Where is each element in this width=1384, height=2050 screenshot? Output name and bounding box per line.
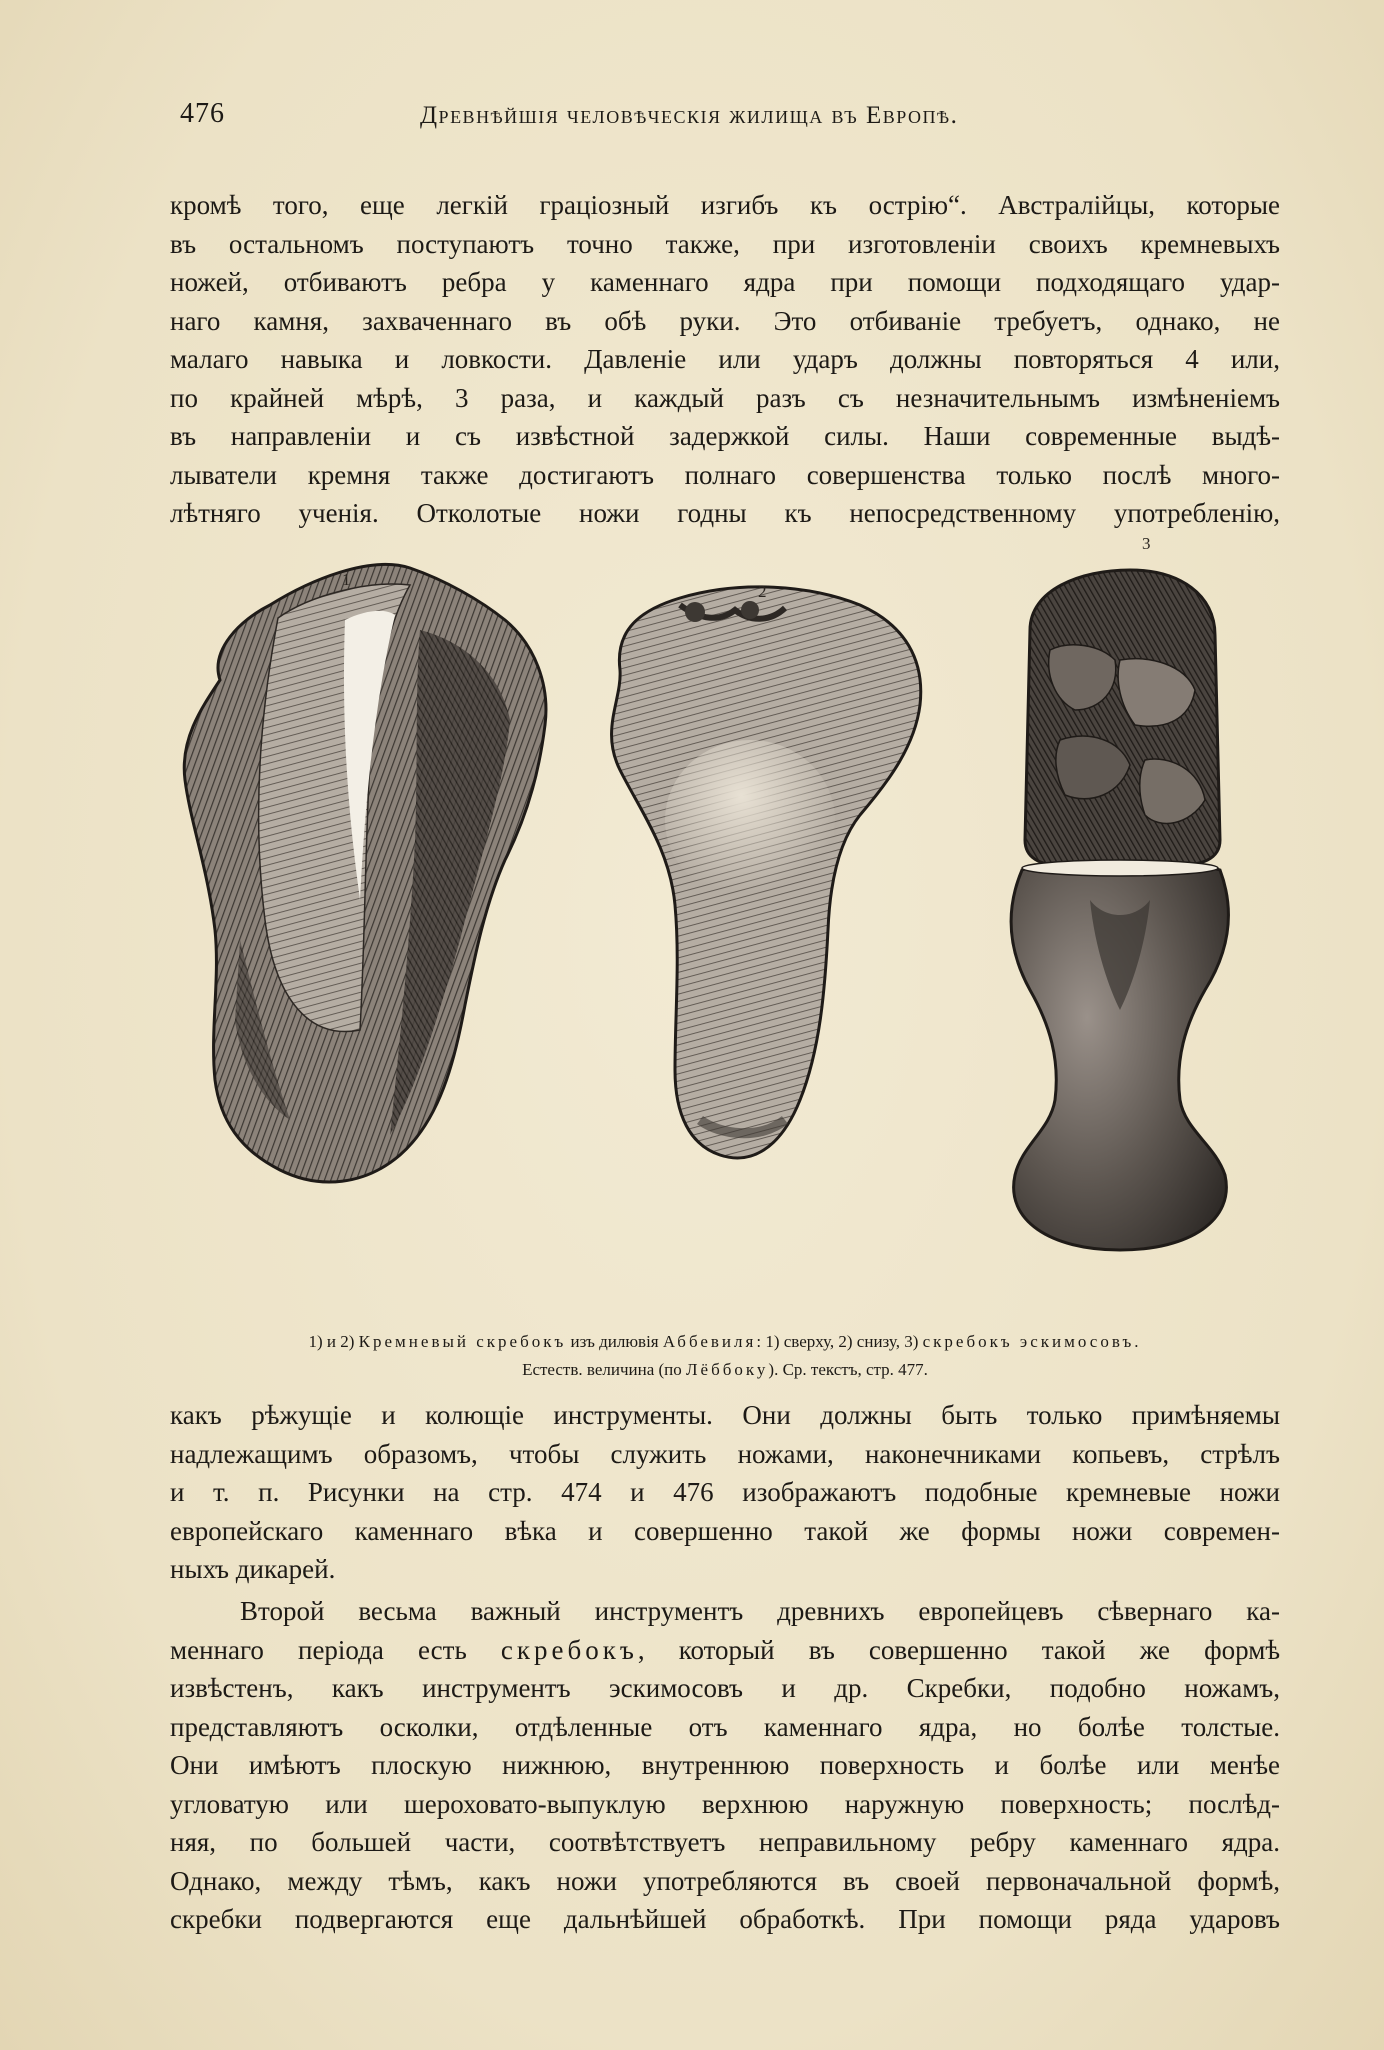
caption-reference: ). Ср. текстъ, стр. 477. [768, 1360, 928, 1379]
text-line: наго камня, захваченнаго въ обѣ руки. Это отбиваніе требуетъ, однако, не [170, 305, 1280, 336]
text-line: кромѣ того, еще легкій граціозный изгибъ къ острію“. Австралійцы, которые [170, 190, 1280, 220]
text-line: въ направленіи и съ извѣстной задержкой силы. Наши современные выдѣ- [170, 421, 1280, 451]
text-line: извѣстенъ, какъ инструментъ эскимосовъ и др. Скребки, подобно ножамъ, [170, 1673, 1280, 1703]
text-line: лыватели кремня также достигаютъ полнаго совершенства только послѣ много- [170, 459, 1280, 490]
figure-illustration [160, 560, 1290, 1320]
text-line: представляютъ осколки, отдѣленные отъ каменнаго ядра, но болѣе толстые. [170, 1711, 1280, 1742]
text-line: надлежащимъ образомъ, чтобы служить ножами, наконечниками копьевъ, стрѣлъ [170, 1438, 1280, 1469]
text-line [170, 1631, 1280, 1670]
running-title: Древнѣйшія человѣческія жилища въ Европѣ. [420, 102, 959, 129]
caption-scraper-term: Кремневый скребокъ [358, 1332, 567, 1351]
text-line: Однако, между тѣмъ, какъ ножи употребляются въ своей первоначальной формѣ, [170, 1865, 1280, 1896]
text-line: ныхъ дикарей. [170, 1554, 336, 1584]
caption-prefix: 1) и 2) [308, 1332, 355, 1351]
page-header [180, 98, 1280, 138]
caption-author: Лёббоку [686, 1360, 769, 1379]
flint-scraper-bottom-view [612, 587, 921, 1158]
caption-mid: изъ дилювія [570, 1332, 659, 1351]
figure-caption [160, 1328, 1290, 1384]
flint-scraper-top-view [184, 564, 546, 1182]
figure-label-3: 3 [1142, 534, 1151, 553]
page-number: 476 [180, 98, 225, 129]
caption-line-1 [160, 1328, 1290, 1356]
text-line: по крайней мѣрѣ, 3 раза, и каждый разъ съ незначительнымъ измѣненіемъ [170, 382, 1280, 413]
figure-label-2: 2 [758, 582, 767, 601]
caption-eskimo-term: скребокъ эскимосовъ. [922, 1332, 1142, 1351]
text-line: скребки подвергаются еще дальнѣйшей обработкѣ. При помощи ряда ударовъ [170, 1904, 1280, 1934]
text-line: Они имѣютъ плоскую нижнюю, внутреннюю поверхность и болѣе или менѣе [170, 1750, 1280, 1780]
caption-line-2 [160, 1356, 1290, 1384]
text-line: ножей, отбиваютъ ребра у каменнаго ядра при помощи подходящаго удар- [170, 267, 1280, 297]
figure-label-1: 1 [342, 570, 351, 589]
caption-place: Аббевиля [662, 1332, 757, 1351]
text-fragment: , который въ совершенно такой же формѣ [637, 1634, 1280, 1665]
paragraph-bottom [170, 1592, 1280, 1939]
caption-size-note: Естеств. величина (по [522, 1360, 682, 1379]
caption-rest: : 1) сверху, 2) снизу, 3) [756, 1332, 919, 1351]
text-line: угловатую или шероховато-выпуклую верхнюю наружную поверхность; послѣд- [170, 1788, 1280, 1819]
paragraph-middle [170, 1396, 1280, 1589]
text-line: какъ рѣжущіе и колющіе инструменты. Они должны быть только примѣняемы [170, 1400, 1280, 1430]
text-line: въ остальномъ поступаютъ точно также, при изготовленіи своихъ кремневыхъ [170, 228, 1280, 259]
text-fragment: меннаго періода есть [170, 1634, 467, 1665]
text-line: европейскаго каменнаго вѣка и совершенно такой же формы ножи современ- [170, 1515, 1280, 1546]
eskimo-scraper [1011, 570, 1228, 1250]
text-line: малаго навыка и ловкости. Давленіе или ударъ должны повторяться 4 или, [170, 344, 1280, 374]
text-line: лѣтняго ученія. Отколотые ножи годны къ непосредственному употребленію, [170, 498, 1280, 528]
paragraph-top [170, 186, 1280, 533]
text-line: и т. п. Рисунки на стр. 474 и 476 изображаютъ подобные кремневые ножи [170, 1477, 1280, 1507]
emphasized-term-scraper: скребокъ [500, 1634, 638, 1665]
text-line: Второй весьма важный инструментъ древнихъ европейцевъ сѣвернаго ка- [240, 1596, 1280, 1626]
text-line: няя, по большей части, соотвѣтствуетъ неправильному ребру каменнаго ядра. [170, 1827, 1280, 1857]
figure-flint-scrapers [160, 534, 1290, 1320]
